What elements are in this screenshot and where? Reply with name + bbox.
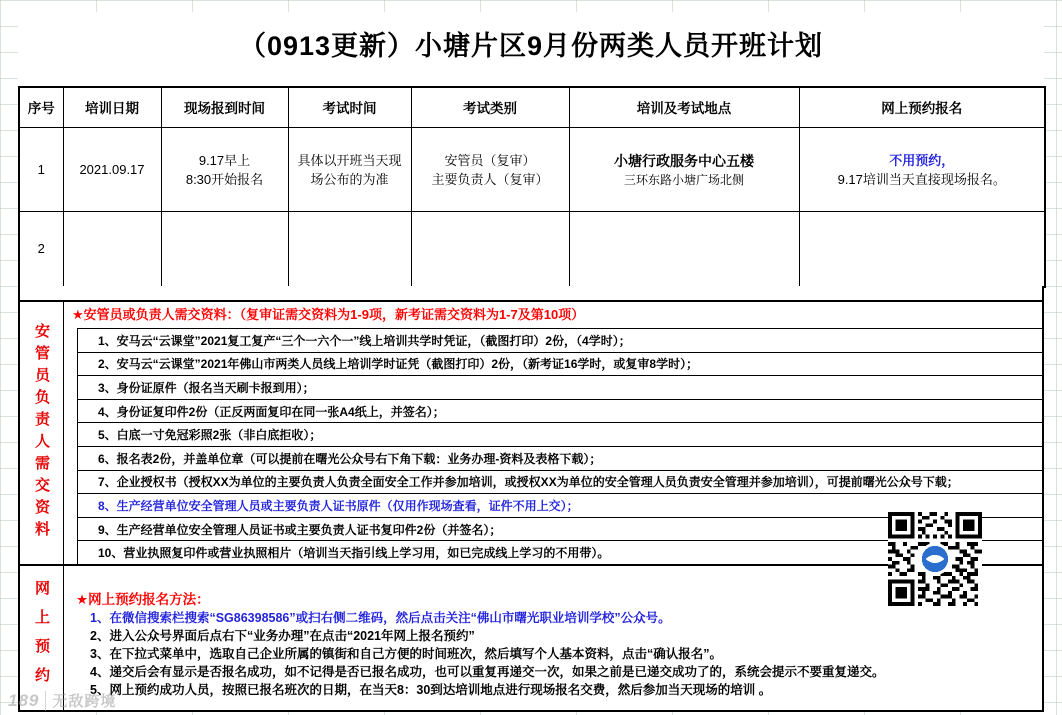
cell-exam-type — [411, 127, 569, 211]
col-header-exam-type: 考试类别 — [411, 87, 569, 127]
cell-online-booking — [799, 127, 1045, 211]
col-header-exam-time: 考试时间 — [288, 87, 411, 127]
materials-item-4: 4、身份证复印件2份（正反两面复印在同一张A4纸上，并签名）； — [78, 399, 1042, 423]
materials-item-10: 10、营业执照复印件或营业执照相片（培训当天指引线上学习用，如已完成线上学习的不用带）。 — [78, 540, 1042, 564]
sheet — [18, 12, 1044, 712]
cell-venue — [569, 127, 799, 211]
online-booking-header: ★网上预约报名方法： — [76, 592, 210, 607]
spacer-row — [20, 286, 1042, 302]
checkin-line2: 8:30开始报名 — [185, 172, 264, 187]
checkin-line1: 9.17早上 — [198, 153, 251, 168]
cell-seq: 2 — [19, 211, 63, 287]
exam-type-line1: 安管员（复审） — [444, 153, 536, 168]
materials-side-label: 安管员负责人需交资料 — [20, 302, 64, 564]
page-title: （0913更新）小塘片区9月份两类人员开班计划 — [238, 30, 824, 61]
cell-online-booking — [799, 211, 1045, 287]
cell-train-date — [63, 211, 161, 287]
col-header-checkin: 现场报到时间 — [161, 87, 288, 127]
cell-train-date: 2021.09.17 — [63, 127, 161, 211]
cell-venue — [569, 211, 799, 287]
materials-item-6: 6、报名表2份，并盖单位章（可以提前在曙光公众号右下角下载：业务办理-资料及表格下载）； — [78, 446, 1042, 470]
materials-item-8: 8、生产经营单位安全管理人员或主要负责人证书原件（仅用作现场查看，证件不用上交）； — [78, 493, 1042, 517]
cell-exam-time — [288, 211, 411, 287]
cell-exam-type — [411, 211, 569, 287]
col-header-online-booking: 网上预约报名 — [799, 87, 1045, 127]
exam-type-line2: 主要负责人（复审） — [431, 172, 549, 187]
materials-item-1: 1、安马云“云课堂”2021复工复产“三个一六个一”线上培训共学时凭证，（截图打印）2份，（4学时）； — [78, 328, 1042, 352]
col-header-seq: 序号 — [19, 87, 63, 127]
online-booking-side-label: 网上预约 — [20, 566, 64, 710]
materials-item-2: 2、安马云“云课堂”2021年佛山市两类人员线上培训学时证凭（截图打印）2份，（新考证16学时，或复审8学时）； — [78, 352, 1042, 376]
booking-line1: 不用预约， — [889, 153, 955, 168]
qr-code-image — [888, 512, 982, 606]
materials-item-9: 9、生产经营单位安全管理人员证书或主要负责人证书复印件2份（并签名）； — [78, 517, 1042, 541]
lower-sections — [18, 286, 1044, 712]
booking-step-3: 3、在下拉式菜单中，选取自己企业所属的镇街和自己方便的时间班次，然后填写个人基本资料，点击“确认报名”。 — [90, 647, 722, 661]
materials-item-5: 5、白底一寸免冠彩照2张（非白底拒收）； — [78, 422, 1042, 446]
table-header-row — [19, 87, 1045, 127]
materials-item-7: 7、企业授权书（授权XX为单位的主要负责人负责全面安全工作并参加培训，或授权XX为单位的安全管理人员负责安全管理并参加培训），可提前曙光公众号下载； — [78, 470, 1042, 494]
cell-seq: 1 — [19, 127, 63, 211]
schedule-table — [18, 86, 1046, 288]
booking-step-5: 5、网上预约成功人员，按照已报名班次的日期，在当天8：30到达培训地点进行现场报名交费，然后参加当天现场的培训 。 — [90, 683, 772, 697]
table-row — [19, 127, 1045, 211]
wechat-qr-code — [888, 512, 982, 606]
booking-line2: 9.17培训当天直接现场报名。 — [837, 172, 1006, 187]
col-header-date: 培训日期 — [63, 87, 161, 127]
cell-checkin — [161, 127, 288, 211]
materials-item-3: 3、身份证原件（报名当天刷卡报到用）； — [78, 375, 1042, 399]
watermark-text: 无敌跨境 — [52, 693, 117, 710]
cell-checkin — [161, 211, 288, 287]
venue-line1: 小塘行政服务中心五楼 — [614, 152, 754, 169]
watermark-logo: 189 — [8, 691, 46, 711]
venue-line2: 三环东路小塘广场北侧 — [623, 172, 744, 187]
booking-step-4: 4、递交后会有显示是否报名成功，如不记得是否已报名成功，也可以重复再递交一次，如果之前是已递交成功了的，系统会提示不要重复递交。 — [90, 665, 885, 679]
cell-exam-time: 具体以开班当天现场公布的为准 — [288, 127, 411, 211]
booking-step-1: 1、在微信搜索栏搜索“SG86398586”或扫右侧二维码，然后点击关注“佛山市曙光职业培训学校”公众号。 — [90, 611, 671, 625]
watermark — [8, 690, 116, 711]
booking-step-2: 2、进入公众号界面后点右下“业务办理”在点击“2021年网上报名预约” — [90, 629, 475, 643]
table-row — [19, 211, 1045, 287]
materials-header: ★安管员或负责人需交资料：（复审证需交资料为1-9项，新考证需交资料为1-7及第10项） — [72, 307, 585, 322]
col-header-venue: 培训及考试地点 — [569, 87, 799, 127]
